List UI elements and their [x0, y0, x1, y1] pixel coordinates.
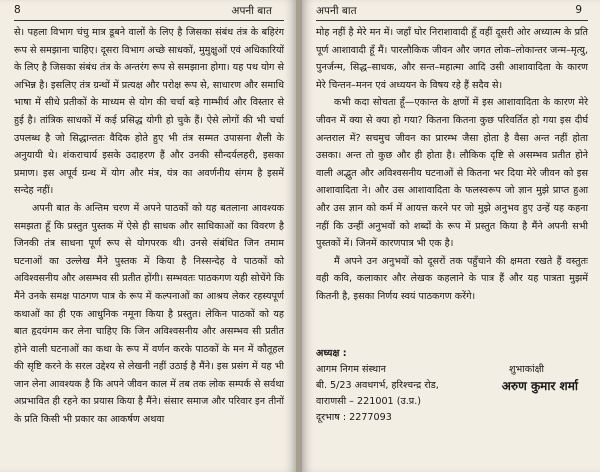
signature-block [316, 346, 588, 426]
left-page [0, 0, 296, 472]
running-title: अपनी बात [316, 5, 357, 17]
right-page [302, 0, 600, 472]
paragraph: से। पहला विभाग चंचु मात्र डूबने वालों के लिए है जिसका संबंध तंत्र के बहिरंग रूप से समझाना चाहिए। दूसरा विभाग अच्छे साधकों, मुमुक्षुओं एवं अधिकारियों के लिए है जिसका संबंध तंत्र के अन्तरंग रूप से समझाना होगा। यह पथ योग से अभिन्न है। इसलिए तंत्र ग्रन्थों में प्रत्यक्ष और परोक्ष रूप से, साधारण और समाधि भाषा में सीधे प्रतीकों के माध्यम से योग की चर्चा बड़े गाम्भीर्य और विस्तार से हुई है। तांत्रिक साधकों में कई प्रसिद्ध योगी हो चुके हैं। ऐसे लोगों की भी चर्चा उपलब्ध है जो सिद्धान्ततः वैदिक होते हुए भी तंत्र सम्मत उपासना शैली के अनुयायी थे। शंकराचार्य इसके उदाहरण हैं और उनकी सौन्दर्यलहरी, इसका प्रमाण। इस अपूर्व ग्रन्थ में योग और मंत्र, यंत्र का अवर्णनीय संगम है इसमें सन्देह नहीं। [14, 27, 284, 197]
institute-name: आगम निगम संस्थान [316, 364, 386, 375]
page-header [14, 4, 284, 21]
page-body [316, 24, 588, 306]
page-number: 9 [575, 4, 582, 16]
address-line: बी. 5/23 अवधगर्भ, हरिश्चन्द्र रोड, [316, 380, 439, 391]
page-number: 8 [14, 4, 21, 16]
paragraph: कभी कदा सोचता हूँ—एकान्त के क्षणों में इस आशावादिता के कारण मेरे जीवन में क्या से क्या हो गया? कितना कितना कुछ परिवर्तित हो गया इस दीर्घ अन्तराल में? सचमुच जीवन का प्रारम्भ जैसा होता है वैसा अन्त नहीं होता उसका। अन्त तो कुछ और ही होता है। लौकिक दृष्टि से असम्भव प्रतीत होने वाली अद्भुत और अविश्वसनीय घटनाओं से कितना भर दिया मेरे जीवन को इस आशावादिता ने। और उस आशावादिता के फलस्वरूप जो ज्ञान मुझे प्राप्त हुआ और उस ज्ञान को कर्म में आयत्त करने पर जो मुझे अनुभव हुए उन्हें यह कहना नहीं कि उन्हीं अनुभवों को शब्दों के रूप में प्रस्तुत किया है मैंने अपनी सभी पुस्तकों में। जिनमें कारणपात्र भी एक है। [316, 97, 588, 250]
regards-text: शुभाकांक्षी [509, 364, 544, 375]
phone-number: दूरभाष : 2277093 [316, 412, 392, 423]
author-name: अरुण कुमार शर्मा [501, 379, 578, 393]
running-title: अपनी बात [231, 5, 272, 17]
page-header [316, 4, 588, 21]
page-body [14, 24, 284, 429]
address-line: वाराणसी – 221001 (उ.प्र.) [316, 396, 422, 407]
paragraph: मैं अपने उन अनुभवों को दूसरों तक पहुँचाने की क्षमता रखते हैं वस्तुतः वही कवि, कलाकार और लेखक कहलाने के पात्र हैं और यह पात्रता मुझमें कितनी है, इसका निर्णय स्वयं पाठकगण करेंगे। [316, 255, 588, 302]
paragraph: अपनी बात के अन्तिम चरण में अपने पाठकों को यह बतलाना आवश्यक समझता हूँ कि प्रस्तुत पुस्तक में ऐसे ही साधक और साधिकाओं का विवरण है जिनकी तंत्र साधना पूर्ण रूप से योगपरक थी। उनसे संबंधित जिन तमाम घटनाओं का उल्लेख मैंने पुस्तक में किया है निस्सन्देह वे पाठकों को अविश्वसनीय और असम्भव सी प्रतीत होंगी। सम्भवतः पाठकगण यही सोचेंगे कि मैंने उनके समक्ष पाठगण पात्र के रूप में कल्पनाओं का आश्रय लेकर रहस्यपूर्ण कथाओं का ही एक आधुनिक नमूना किया है प्रस्तुत। लेकिन पाठकों को यह बात हृदयंगम कर लेना चाहिए कि जिन अविश्वसनीय और असम्भव सी प्रतीत होने वाली घटनाओं का कथा के रूप में वर्णन करके पाठकों के मन में कौतूहल की सृष्टि करने के सरल उद्देश्य से लेखनी नहीं उठाई है मैंने। इस प्रसंग में यह भी जान लेना आवश्यक है कि अपने जीवन काल में तब तक लोक सम्पर्क से सर्वथा अप्रभावित ही रहने का प्रयास किया है मैंने। संसार समाज और परिवार इन तीनों के प्रति किसी भी प्रकार का आकर्षण अथवा [14, 202, 284, 426]
paragraph: मोह नहीं है मेरे मन में। जहाँ घोर निराशावादी हूँ वहीं दूसरी ओर अध्यात्म के प्रति पूर्ण आशावादी हूँ मैं। पारलौकिक जीवन और जगत लोक–लोकान्तर जन्म–मृत्यु, पुनर्जन्म, सिद्ध–साधक, और सन्त–महात्मा आदि उसी आशावादिता के कारण मेरे चिन्तन–मनन एवं अध्ययन के विषय रहे हैं सदैव से। [316, 27, 588, 91]
signature-label: अध्यक्ष : [316, 348, 347, 359]
